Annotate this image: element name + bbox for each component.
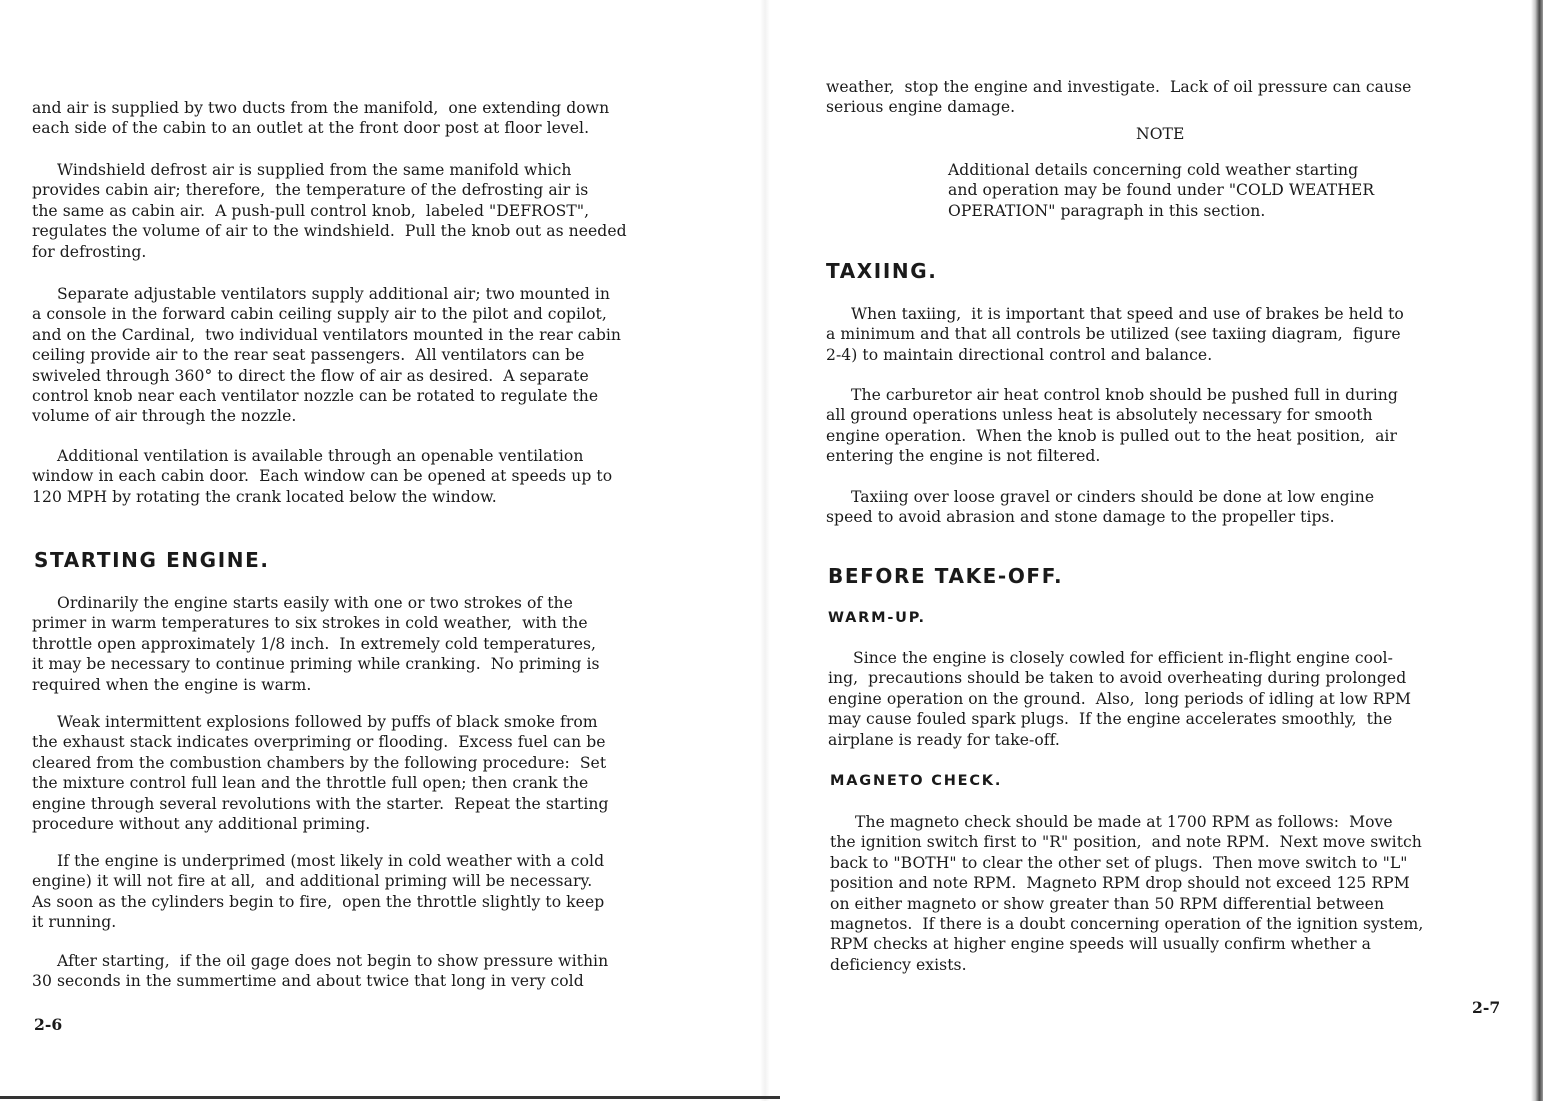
scan-edge-shadow [1531, 0, 1543, 1101]
ventilation-window-paragraph: Additional ventilation is available through an openable ventilation window in each cabin door. Each window can be opened at speeds up to 120 MPH by rotating the crank located below the window. [32, 447, 613, 506]
page-number-right: 2-7 [1472, 998, 1501, 1017]
taxiing-speed-paragraph: When taxiing, it is important that speed and use of brakes be held to a minimum and that all controls be utilized (see taxiing diagram, figure 2-4) to maintain directional control and balance. [826, 305, 1404, 364]
page-number-left: 2-6 [34, 1015, 63, 1034]
loose-gravel-paragraph: Taxiing over loose gravel or cinders should be done at low engine speed to avoid abrasion and stone damage to the propeller tips. [826, 488, 1375, 527]
note-text: Additional details concerning cold weather starting and operation may be found under "COLD WEATHER OPERATION" paragraph in this section. [948, 161, 1375, 220]
oil-gage-paragraph: After starting, if the oil gage does not begin to show pressure within 30 seconds in the summertime and about twice that long in very cold [32, 952, 609, 991]
oil-pressure-continued-paragraph: weather, stop the engine and investigate. Lack of oil pressure can cause serious engine damage. [826, 78, 1412, 117]
page-gutter [760, 0, 770, 1101]
warm-up-paragraph: Since the engine is closely cowled for efficient in-flight engine cool- ing, precautions should be taken to avoid overheating during prolonged engine operation on the ground. Also, long periods of idling at low RPM may cause fouled spark plugs. If the engine accelerates smoothly, the airplane is ready for take-off. [828, 649, 1412, 749]
left-page [0, 0, 760, 1101]
ventilation-continued-paragraph: and air is supplied by two ducts from the manifold, one extending down each side of the cabin to an outlet at the front door post at floor level. [32, 99, 610, 138]
warm-up-subheading: WARM-UP. [828, 610, 926, 626]
starting-engine-heading: STARTING ENGINE. [34, 548, 270, 572]
overpriming-paragraph: Weak intermittent explosions followed by puffs of black smoke from the exhaust stack indicates overpriming or flooding. Excess fuel can be cleared from the combustion chambers by the following procedure: Set the mixture control full lean and the throttle full open; then crank the engine through several revolutions with the starter. Repeat the starting procedure without any additional priming. [32, 713, 609, 834]
priming-paragraph: Ordinarily the engine starts easily with one or two strokes of the primer in warm temperatures to six strokes in cold weather, with the throttle open approximately 1/8 inch. In extremely cold temperatures, it may be necessary to continue priming while cranking. No priming is required when the engine is warm. [32, 594, 600, 694]
scan-bottom-edge [0, 1096, 780, 1099]
taxiing-heading: TAXIING. [826, 259, 938, 283]
adjustable-ventilators-paragraph: Separate adjustable ventilators supply additional air; two mounted in a console in the forward cabin ceiling supply air to the pilot and copilot, and on the Cardinal, two individual ventilators mounted in the rear cabin ceiling provide air to the rear seat passengers. All ventilators can be swiveled through 360° to direct the flow of air as desired. A separate control knob near each ventilator nozzle can be rotated to regulate the volume of air through the nozzle. [32, 285, 622, 426]
magneto-check-paragraph: The magneto check should be made at 1700 RPM as follows: Move the ignition switch first to "R" position, and note RPM. Next move switch back to "BOTH" to clear the other set of plugs. Then move switch to "L" position and note RPM. Magneto RPM drop should not exceed 125 RPM on either magneto or show greater than 50 RPM differential between magnetos. If there is a doubt concerning operation of the ignition system, RPM checks at higher engine speeds will usually confirm whether a deficiency exists. [830, 813, 1424, 974]
before-takeoff-heading: BEFORE TAKE-OFF. [828, 564, 1064, 588]
underprimed-paragraph: If the engine is underprimed (most likely in cold weather with a cold engine) it will not fire at all, and additional priming will be necessary. As soon as the cylinders begin to fire, open the throttle slightly to keep it running. [32, 852, 605, 932]
windshield-defrost-paragraph: Windshield defrost air is supplied from the same manifold which provides cabin air; therefore, the temperature of the defrosting air is the same as cabin air. A push-pull control knob, labeled "DEFROST", regulates the volume of air to the windshield. Pull the knob out as needed for defrosting. [32, 161, 627, 261]
carburetor-heat-paragraph: The carburetor air heat control knob should be pushed full in during all ground operations unless heat is absolutely necessary for smooth engine operation. When the knob is pulled out to the heat position, air entering the engine is not filtered. [826, 386, 1398, 466]
right-page [770, 0, 1543, 1101]
note-label: NOTE [1136, 125, 1185, 143]
magneto-check-subheading: MAGNETO CHECK. [830, 773, 1003, 789]
